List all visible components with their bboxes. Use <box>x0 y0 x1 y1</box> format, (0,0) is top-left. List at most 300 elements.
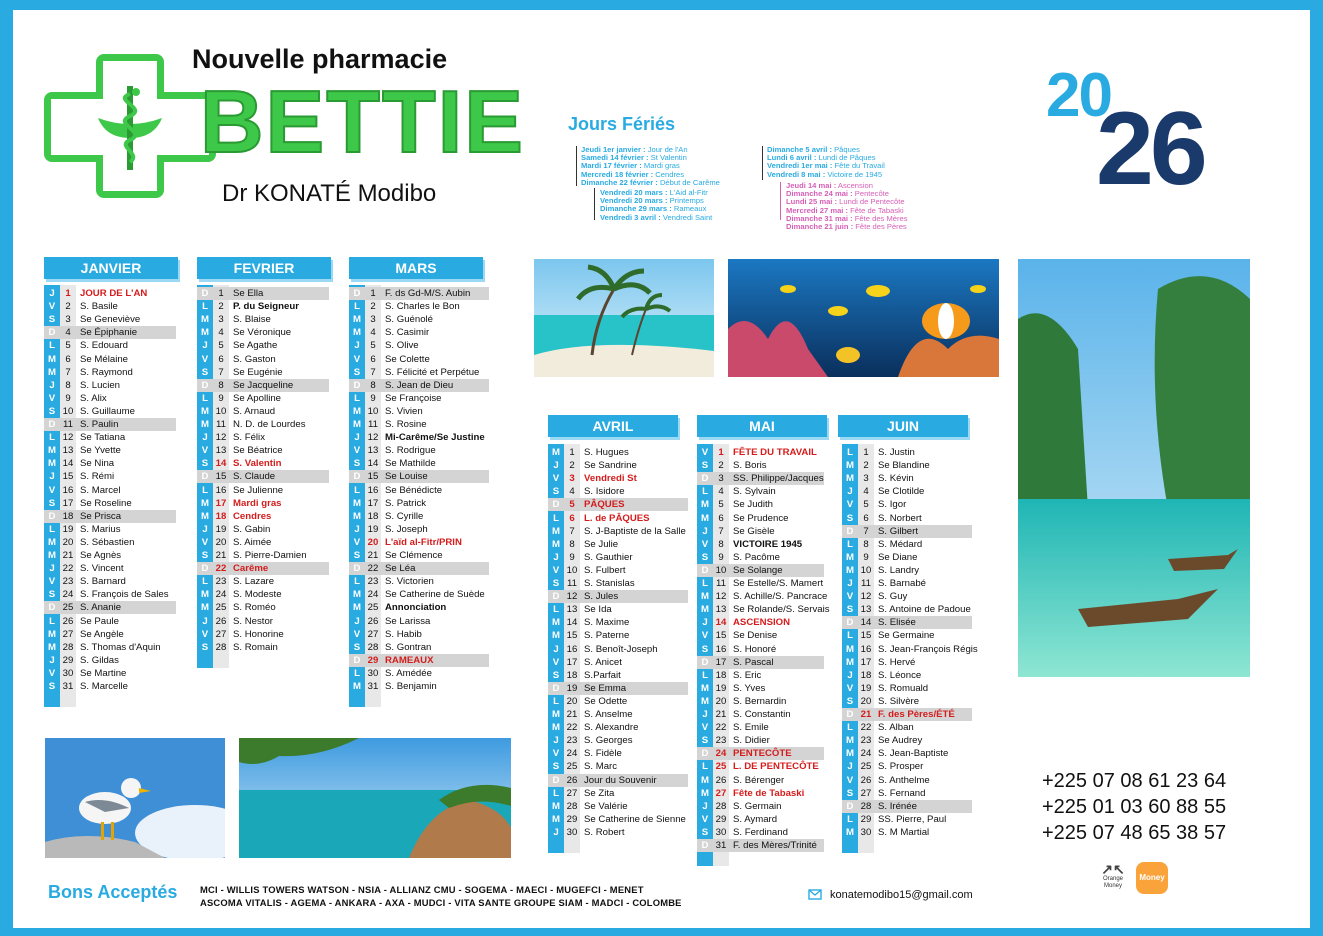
day-number: 27 <box>367 628 379 640</box>
holiday-name: Fête des Mères <box>852 213 908 223</box>
day-number: 15 <box>367 471 379 483</box>
day-row <box>548 774 688 787</box>
day-number: 3 <box>218 314 224 326</box>
weekday-letter: J <box>553 460 559 472</box>
weekday-letter: M <box>48 458 56 470</box>
day-row <box>842 616 972 629</box>
weekday-letter: M <box>701 512 709 524</box>
day-number: 16 <box>367 484 379 496</box>
day-row <box>697 498 824 511</box>
holiday-name: L'Aid al-Fitr <box>667 188 708 197</box>
weekday-letter: V <box>353 536 361 548</box>
weekday-letter: J <box>847 761 853 773</box>
day-number: 10 <box>367 405 379 417</box>
day-number: 17 <box>215 497 227 509</box>
saint-name: Carême <box>233 563 269 575</box>
day-number: 10 <box>215 405 227 417</box>
day-number: 24 <box>62 589 74 601</box>
weekday-letter: V <box>846 682 854 694</box>
weekday-letter: M <box>846 826 854 838</box>
saint-name: Se Germaine <box>878 630 935 642</box>
day-number: 5 <box>218 340 224 352</box>
day-row <box>842 669 972 682</box>
day-row <box>44 405 176 418</box>
weekday-letter: L <box>202 484 208 496</box>
day-number: 7 <box>65 366 71 378</box>
weekday-letter: S <box>48 681 56 692</box>
day-row <box>197 484 329 497</box>
day-row <box>44 353 176 366</box>
day-row <box>197 300 329 313</box>
weekday-letter: L <box>553 512 559 524</box>
day-row <box>697 734 824 747</box>
weekday-letter: J <box>354 523 360 535</box>
saint-name: FÊTE DU TRAVAIL <box>733 447 817 458</box>
weekday-letter: D <box>552 774 560 786</box>
weekday-letter: S <box>201 550 209 561</box>
weekday-letter: M <box>552 447 560 458</box>
saint-name: Se Agnès <box>80 550 122 561</box>
day-number: 24 <box>860 748 872 760</box>
saint-name: S. Alban <box>878 722 914 734</box>
saint-name: Se Diane <box>878 551 918 563</box>
weekday-letter: L <box>202 576 208 588</box>
saint-name: S. Anicet <box>584 656 622 668</box>
saint-name: Se Clotilde <box>878 486 925 498</box>
day-number: 14 <box>215 458 227 470</box>
day-number: 7 <box>370 366 376 378</box>
day-row <box>697 629 824 642</box>
day-row <box>349 287 489 300</box>
day-number: 17 <box>860 656 872 668</box>
day-number: 16 <box>860 643 872 655</box>
day-number: 17 <box>62 497 74 509</box>
saint-name: S. Guénolé <box>385 314 434 326</box>
day-row <box>44 588 176 601</box>
day-number: 23 <box>715 735 727 747</box>
day-number: 3 <box>65 314 71 326</box>
day-number: 1 <box>569 447 575 458</box>
day-number: 1 <box>863 447 869 458</box>
holiday-date: Vendredi 20 mars : <box>600 196 668 206</box>
saint-name: S. Honorine <box>233 628 284 640</box>
saint-name: S. Valentin <box>233 458 282 470</box>
saint-name: S. Gildas <box>80 654 119 666</box>
day-number: 23 <box>367 576 379 588</box>
saint-name: S. Robert <box>584 826 625 838</box>
saint-name: Se Blandine <box>878 460 930 472</box>
day-row <box>44 470 176 483</box>
weekday-letter: L <box>702 486 708 498</box>
weekday-letter: J <box>553 826 559 838</box>
saint-name: RAMEAUX <box>385 654 434 666</box>
weekday-letter: M <box>846 564 854 576</box>
day-number: 21 <box>215 550 227 561</box>
weekday-letter: J <box>354 615 360 627</box>
phone-2[interactable]: +225 01 03 60 88 55 <box>1042 796 1227 818</box>
day-number: 12 <box>715 591 727 603</box>
holiday-date: Dimanche 5 avril : <box>767 145 832 154</box>
day-number: 4 <box>569 486 575 498</box>
saint-name: S. Honoré <box>733 643 777 655</box>
day-number: 1 <box>218 288 224 299</box>
saint-name: S. Kévin <box>878 473 914 485</box>
day-number: 31 <box>715 840 727 851</box>
weekday-letter: L <box>553 787 559 799</box>
day-row <box>842 551 972 564</box>
email-address[interactable]: konatemodibo15@gmail.com <box>830 889 973 901</box>
saint-name: Se Apolline <box>233 392 282 404</box>
day-number: 30 <box>367 667 379 679</box>
weekday-letter: L <box>702 669 708 681</box>
saint-name: S. Vivien <box>385 405 423 417</box>
weekday-letter: J <box>702 709 708 720</box>
saint-name: S. Stanislas <box>584 578 635 589</box>
weekday-letter: V <box>48 301 56 313</box>
day-row <box>44 654 176 667</box>
day-row <box>548 525 688 538</box>
day-number: 10 <box>860 564 872 576</box>
day-row <box>842 656 972 669</box>
day-number: 21 <box>860 709 872 720</box>
weekday-letter: L <box>354 667 360 679</box>
saint-name: S. M Martial <box>878 826 930 838</box>
saint-name: Se Gisèle <box>733 525 775 537</box>
day-number: 24 <box>215 589 227 601</box>
weekday-letter: S <box>846 604 854 616</box>
saint-name: Se Audrey <box>878 735 923 747</box>
day-number: 11 <box>63 419 73 430</box>
saint-name: S. Charles le Bon <box>385 301 460 313</box>
holiday-date: Dimanche 22 février : <box>581 177 658 187</box>
day-row <box>44 641 176 654</box>
saint-name: S. Achille/S. Pancrace <box>733 591 828 603</box>
weekday-letter: M <box>201 602 209 614</box>
day-number: 13 <box>367 445 379 457</box>
day-number: 9 <box>370 392 376 404</box>
saint-name: S. Victorien <box>385 576 434 588</box>
day-row <box>697 446 824 459</box>
weekday-letter: L <box>354 392 360 404</box>
day-number: 31 <box>367 681 379 692</box>
day-number: 1 <box>718 447 724 458</box>
day-number: 28 <box>215 641 227 653</box>
weekday-letter: D <box>701 840 709 851</box>
day-number: 6 <box>569 512 575 524</box>
weekday-letter: M <box>846 656 854 668</box>
weekday-letter: M <box>846 473 854 485</box>
day-number: 14 <box>860 617 872 629</box>
day-row <box>349 641 489 654</box>
day-number: 8 <box>863 538 869 550</box>
saint-name: S. Anthelme <box>878 774 930 786</box>
saint-name: Se Yvette <box>80 445 121 457</box>
saint-name: Se Emma <box>584 682 627 694</box>
day-row <box>548 721 688 734</box>
weekday-letter: M <box>48 641 56 653</box>
weekday-letter: M <box>552 813 560 825</box>
day-row <box>697 564 824 577</box>
day-number: 18 <box>566 669 578 681</box>
saint-name: Se Eugénie <box>233 366 283 378</box>
saint-name: Mi-Carême/Se Justine <box>385 432 485 444</box>
phone-1[interactable]: +225 07 08 61 23 64 <box>1042 770 1227 792</box>
day-row <box>44 601 176 614</box>
day-number: 13 <box>715 604 727 616</box>
holiday-date: Dimanche 29 mars : <box>600 204 672 214</box>
weekday-letter: M <box>701 591 709 603</box>
weekday-letter: M <box>353 602 361 614</box>
day-number: 26 <box>715 774 727 786</box>
day-row <box>197 615 329 628</box>
weekday-letter: L <box>49 523 55 535</box>
holiday-date: Mardi 17 février : <box>581 161 642 171</box>
day-row <box>842 538 972 551</box>
day-row <box>44 431 176 444</box>
weekday-letter: J <box>553 735 559 747</box>
weekday-letter: L <box>847 538 853 550</box>
day-row <box>697 800 824 813</box>
saint-name: S. Constantin <box>733 709 791 720</box>
weekday-letter: L <box>847 630 853 642</box>
day-row <box>44 680 176 693</box>
holidays-title: Jours Fériés <box>568 114 676 134</box>
saint-name: S. Sébastien <box>80 536 135 548</box>
day-number: 16 <box>715 643 727 655</box>
day-number: 6 <box>370 353 376 365</box>
saint-name: S. Gabin <box>233 523 271 535</box>
weekday-letter: V <box>201 628 209 640</box>
weekday-letter: S <box>201 366 209 378</box>
day-number: 4 <box>863 486 869 498</box>
day-number: 29 <box>715 813 727 825</box>
saint-name: S. Gauthier <box>584 551 633 563</box>
day-row <box>44 497 176 510</box>
day-row <box>44 575 176 588</box>
day-number: 18 <box>215 510 227 522</box>
day-row <box>197 287 329 300</box>
weekday-letter: D <box>552 591 560 603</box>
day-number: 27 <box>62 628 74 640</box>
day-row <box>349 680 489 693</box>
saint-name: Se Judith <box>733 499 774 511</box>
weekday-letter: L <box>354 484 360 496</box>
day-row <box>548 760 688 773</box>
holiday-date: Vendredi 8 mai : <box>767 169 826 179</box>
holiday-name: Mardi gras <box>641 161 680 171</box>
weekday-letter: L <box>202 301 208 313</box>
weekday-letter: L <box>202 392 208 404</box>
saint-name: Se Roseline <box>80 497 132 509</box>
holiday-name: Pentecôte <box>852 189 889 199</box>
saint-name: S. Olive <box>385 340 419 352</box>
holiday-name: Fête du Travail <box>832 161 885 171</box>
day-row <box>349 562 489 575</box>
day-number: 16 <box>566 643 578 655</box>
weekday-letter: D <box>552 499 560 511</box>
weekday-letter: J <box>702 800 708 812</box>
day-row <box>349 575 489 588</box>
day-number: 19 <box>715 682 727 694</box>
day-number: 20 <box>860 695 872 707</box>
saint-name: Mardi gras <box>233 497 282 509</box>
saint-name: S. Modeste <box>233 589 282 601</box>
saint-name: Se Zita <box>584 787 615 799</box>
holiday-date: Mercredi 27 mai : <box>786 205 849 215</box>
day-number: 14 <box>715 617 727 629</box>
day-row <box>548 616 688 629</box>
saint-name: Cendres <box>233 510 272 522</box>
day-row <box>842 446 972 459</box>
saint-name: S. Bérenger <box>733 774 785 786</box>
saint-name: F. ds Gd-M/S. Aubin <box>385 288 471 299</box>
day-row <box>548 485 688 498</box>
day-number: 28 <box>566 800 578 812</box>
weekday-letter: S <box>701 551 709 563</box>
pharmacy-name: BETTIE <box>200 72 525 171</box>
day-number: 21 <box>566 709 578 720</box>
day-number: 10 <box>715 564 727 576</box>
weekday-letter: D <box>701 656 709 668</box>
day-row <box>842 485 972 498</box>
day-row <box>548 682 688 695</box>
weekday-letter: M <box>846 748 854 760</box>
day-row <box>548 564 688 577</box>
day-number: 21 <box>367 550 379 561</box>
day-number: 8 <box>718 538 724 550</box>
weekday-letter: M <box>552 800 560 812</box>
day-row <box>44 418 176 431</box>
holiday-date: Mercredi 18 février : <box>581 169 654 179</box>
orange-money-logo: ↗↖ Orange Money <box>1096 862 1130 890</box>
holiday-name: Rameaux <box>671 204 707 214</box>
weekday-letter: M <box>701 774 709 786</box>
saint-name: S. Norbert <box>878 512 922 524</box>
day-row <box>548 734 688 747</box>
holiday-date: Lundi 6 avril : <box>767 153 817 163</box>
day-row <box>44 510 176 523</box>
saint-name: Fête de Tabaski <box>733 787 805 799</box>
weekday-letter: L <box>702 761 708 773</box>
day-number: 22 <box>367 563 379 575</box>
seagull-image <box>45 738 225 858</box>
orange-money-icon: ↗↖ <box>1101 861 1125 877</box>
day-row <box>44 484 176 497</box>
saint-name: S. Jean-Baptiste <box>878 748 949 760</box>
saint-name: S. Paulin <box>80 419 119 430</box>
weekday-letter: M <box>846 551 854 563</box>
day-row <box>548 472 688 485</box>
holiday-name: Vendredi Saint <box>660 212 713 222</box>
day-row <box>842 590 972 603</box>
weekday-letter: V <box>353 628 361 640</box>
weekday-letter: M <box>846 735 854 747</box>
weekday-letter: L <box>702 578 708 589</box>
saint-name: Se Denise <box>733 630 778 642</box>
day-row <box>349 615 489 628</box>
weekday-letter: J <box>49 563 55 575</box>
day-number: 29 <box>566 813 578 825</box>
day-row <box>44 313 176 326</box>
weekday-letter: J <box>847 486 853 498</box>
saint-name: S. Léonce <box>878 669 922 681</box>
day-row <box>197 601 329 614</box>
saint-name: Se Jacqueline <box>233 379 294 391</box>
weekday-letter: D <box>846 617 854 629</box>
weekday-letter: V <box>701 813 709 825</box>
holiday-entry <box>786 223 908 231</box>
day-number: 27 <box>715 787 727 799</box>
day-number: 5 <box>65 340 71 352</box>
day-row <box>697 826 824 839</box>
saint-name: Se Bénédicte <box>385 484 443 496</box>
saint-name: Se Catherine de Suède <box>385 589 485 601</box>
day-number: 26 <box>860 774 872 786</box>
holidays-col4 <box>786 182 908 231</box>
weekday-letter: J <box>553 551 559 563</box>
phone-3[interactable]: +225 07 48 65 38 57 <box>1042 822 1227 844</box>
day-row <box>349 353 489 366</box>
day-row <box>548 459 688 472</box>
day-row <box>548 669 688 682</box>
weekday-letter: L <box>49 340 55 352</box>
weekday-letter: S <box>701 826 709 838</box>
day-number: 17 <box>566 656 578 668</box>
saint-name: L'aïd al-Fitr/PRIN <box>385 536 462 548</box>
day-number: 28 <box>62 641 74 653</box>
day-row <box>697 643 824 656</box>
weekday-letter: M <box>201 314 209 326</box>
day-number: 25 <box>860 761 872 773</box>
day-number: 4 <box>370 327 376 339</box>
saint-name: Vendredi St <box>584 473 637 485</box>
weekday-letter: D <box>353 379 361 391</box>
day-number: 5 <box>863 499 869 511</box>
day-row <box>697 747 824 760</box>
holiday-date: Samedi 14 février : <box>581 153 649 163</box>
saint-name: Se Martine <box>80 667 127 679</box>
saint-name: S. Emile <box>733 722 769 734</box>
day-row <box>842 577 972 590</box>
day-number: 7 <box>718 525 724 537</box>
saint-name: S.Parfait <box>584 669 621 681</box>
saint-name: SS. Pierre, Paul <box>878 813 947 825</box>
saint-name: S. Marc <box>584 761 618 773</box>
saint-name: S. Landry <box>878 564 920 576</box>
day-number: 21 <box>62 550 74 561</box>
weekday-letter: V <box>552 473 560 485</box>
pharmacy-prefix: Nouvelle pharmacie <box>192 44 448 74</box>
day-row <box>842 525 972 538</box>
saint-name: S. Pacôme <box>733 551 780 563</box>
saint-name: Se Mathilde <box>385 458 436 470</box>
day-row <box>349 654 489 667</box>
holiday-name: Jour de l'An <box>645 145 688 154</box>
day-row <box>349 339 489 352</box>
weekday-letter: M <box>353 497 361 509</box>
day-number: 9 <box>218 392 224 404</box>
weekday-letter: M <box>353 327 361 339</box>
saint-name: S. Médard <box>878 538 923 550</box>
saint-name: Se Ella <box>233 288 264 299</box>
day-row <box>349 300 489 313</box>
day-row <box>548 800 688 813</box>
saint-name: Se Françoise <box>385 392 442 404</box>
day-number: 13 <box>215 445 227 457</box>
saint-name: Se Odette <box>584 695 628 707</box>
day-row <box>349 431 489 444</box>
day-row <box>197 366 329 379</box>
